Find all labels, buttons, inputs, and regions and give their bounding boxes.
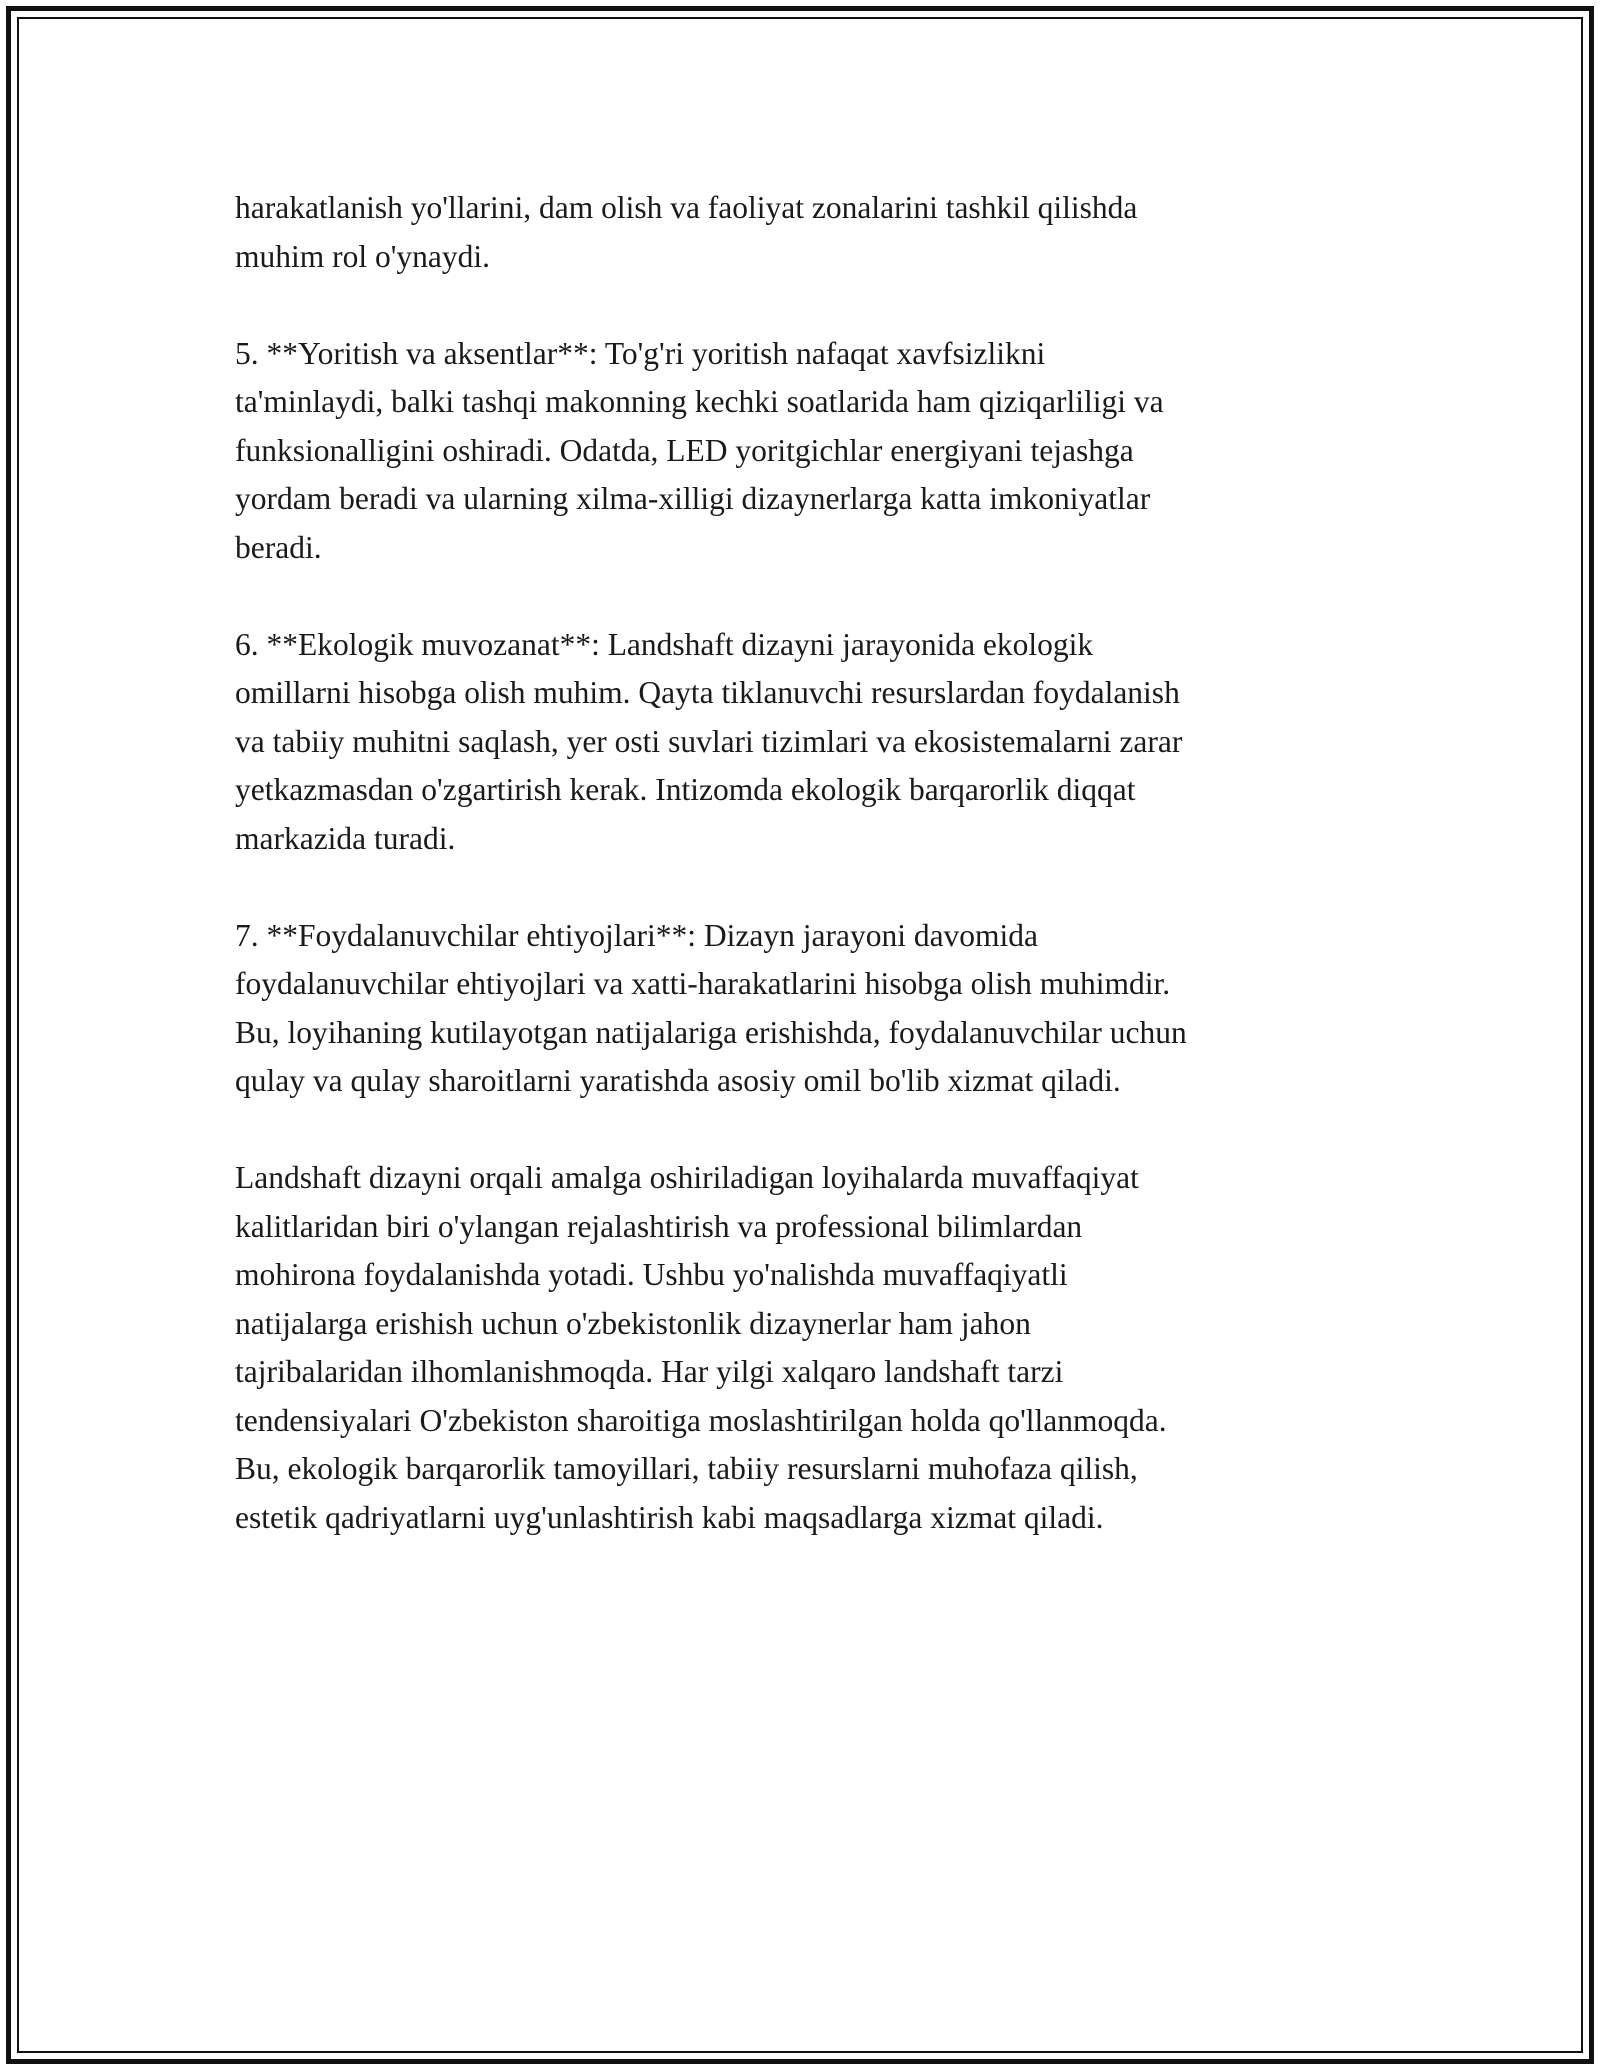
paragraph-user-needs: 7. **Foydalanuvchilar ehtiyojlari**: Dizayn jarayoni davomida foydalanuvchilar ehtiyojlari va xatti-harakatlarini hisobga olish muhimdir. Bu, loyihaning kutilayotgan natijalariga erishishda, foydalanuvchilar uchun qulay va qulay sharoitlarni yaratishda asosiy omil bo'lib xizmat qiladi. bbox=[235, 917, 1187, 1098]
paragraph-lighting: 5. **Yoritish va aksentlar**: To'g'ri yoritish nafaqat xavfsizlikni ta'minlaydi, balki tashqi makonning kechki soatlarida ham qiziqarliligi va funksionalligini oshiradi. Odatda, LED yoritgichlar energiyani tejashga yordam beradi va ularning xilma-xilligi dizaynerlarga katta imkoniyatlar beradi. bbox=[235, 335, 1164, 565]
paragraph-conclusion: Landshaft dizayni orqali amalga oshiriladigan loyihalarda muvaffaqiyat kalitlaridan biri o'ylangan rejalashtirish va professional bilimlardan mohirona foydalanishda yotadi. Ushbu yo'nalishda muvaffaqiyatli natijalarga erishish uchun o'zbekistonlik dizaynerlar ham jahon tajribalaridan ilhomlanishmoqda. Har yilgi xalqaro landshaft tarzi tendensiyalari O'zbekiston sharoitiga moslashtirilgan holda qo'llanmoqda. Bu, ekologik barqarorlik tamoyillari, tabiiy resurslarni muhofaza qilish, estetik qadriyatlarni uyg'unlashtirish kabi maqsadlarga xizmat qiladi. bbox=[235, 1160, 1167, 1535]
paragraph-continuation: harakatlanish yo'llarini, dam olish va faoliyat zonalarini tashkil qilishda muhim rol o'ynaydi. bbox=[235, 190, 1138, 274]
paragraph-ecological-balance: 6. **Ekologik muvozanat**: Landshaft dizayni jarayonida ekologik omillarni hisobga olish muhim. Qayta tiklanuvchi resurslardan foydalanish va tabiiy muhitni saqlash, yer osti suvlari tizimlari va ekosistemalarni zarar yetkazmasdan o'zgartirish kerak. Intizomda ekologik barqarorlik diqqat markazida turadi. bbox=[235, 626, 1183, 856]
document-body bbox=[235, 184, 1355, 1591]
